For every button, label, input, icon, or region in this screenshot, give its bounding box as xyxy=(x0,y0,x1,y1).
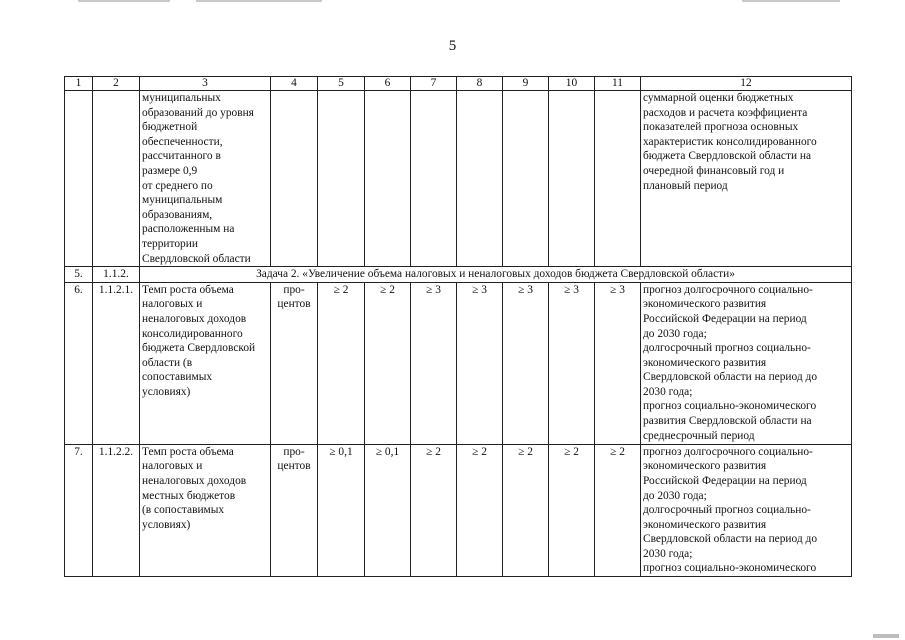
unit-cell: про- центов xyxy=(271,282,318,444)
value-cell xyxy=(318,91,365,267)
value-cell: ≥ 0,1 xyxy=(318,444,365,576)
source-cell: суммарной оценки бюджетных расходов и расчета коэффициента показателей прогноза основных характеристик консолидированного бюджета Свердловской области на очередной финансовый год и плановый период xyxy=(641,91,852,267)
value-cell: ≥ 0,1 xyxy=(365,444,411,576)
column-number-cell: 1 xyxy=(65,77,93,91)
value-cell xyxy=(595,91,641,267)
source-cell: прогноз долгосрочного социально- экономического развития Российской Федерации на период до 2030 года; долгосрочный прогноз социально- экономического развития Свердловской области на период до 2030 года; прогноз социально-экономического развития Свердловской области на среднесрочный период xyxy=(641,282,852,444)
indicator-row xyxy=(65,444,852,576)
value-cell xyxy=(365,91,411,267)
column-number-cell: 2 xyxy=(93,77,140,91)
unit-cell xyxy=(271,91,318,267)
value-cell: ≥ 2 xyxy=(365,282,411,444)
value-cell: ≥ 3 xyxy=(503,282,549,444)
indicator-name-cell: Темп роста объема налоговых и неналоговых доходов местных бюджетов (в сопоставимых условиях) xyxy=(140,444,271,576)
continuation-row xyxy=(65,91,852,267)
row-code-cell: 1.1.2. xyxy=(93,267,140,283)
value-cell xyxy=(549,91,595,267)
scan-corner-mark xyxy=(873,634,899,638)
value-cell: ≥ 3 xyxy=(595,282,641,444)
row-code-cell: 1.1.2.2. xyxy=(93,444,140,576)
source-cell: прогноз долгосрочного социально- экономического развития Российской Федерации на период до 2030 года; долгосрочный прогноз социально- экономического развития Свердловской области на период до 2030 года; прогноз социально-экономического xyxy=(641,444,852,576)
scan-edge-line-left xyxy=(78,0,170,2)
column-number-cell: 9 xyxy=(503,77,549,91)
value-cell xyxy=(503,91,549,267)
task-title-cell: Задача 2. «Увеличение объема налоговых и неналоговых доходов бюджета Свердловской области» xyxy=(140,267,852,283)
indicator-table xyxy=(64,76,852,577)
value-cell: ≥ 3 xyxy=(411,282,457,444)
value-cell xyxy=(457,91,503,267)
row-number-cell: 5. xyxy=(65,267,93,283)
row-number-cell xyxy=(65,91,93,267)
page-number: 5 xyxy=(448,38,457,54)
row-code-cell: 1.1.2.1. xyxy=(93,282,140,444)
column-number-cell: 8 xyxy=(457,77,503,91)
column-number-cell: 12 xyxy=(641,77,852,91)
column-number-cell: 5 xyxy=(318,77,365,91)
value-cell: ≥ 3 xyxy=(549,282,595,444)
value-cell: ≥ 2 xyxy=(549,444,595,576)
indicator-name-cell: Темп роста объема налоговых и неналоговых доходов консолидированного бюджета Свердловской области (в сопоставимых условиях) xyxy=(140,282,271,444)
value-cell xyxy=(411,91,457,267)
column-number-cell: 4 xyxy=(271,77,318,91)
row-number-cell: 6. xyxy=(65,282,93,444)
column-number-cell: 7 xyxy=(411,77,457,91)
value-cell: ≥ 3 xyxy=(457,282,503,444)
value-cell: ≥ 2 xyxy=(595,444,641,576)
value-cell: ≥ 2 xyxy=(457,444,503,576)
value-cell: ≥ 2 xyxy=(503,444,549,576)
column-number-row xyxy=(65,77,852,91)
column-number-cell: 6 xyxy=(365,77,411,91)
unit-cell: про- центов xyxy=(271,444,318,576)
row-number-cell: 7. xyxy=(65,444,93,576)
task-row xyxy=(65,267,852,283)
row-code-cell xyxy=(93,91,140,267)
column-number-cell: 11 xyxy=(595,77,641,91)
indicator-row xyxy=(65,282,852,444)
value-cell: ≥ 2 xyxy=(411,444,457,576)
column-number-cell: 10 xyxy=(549,77,595,91)
scan-edge-line-mid xyxy=(196,0,322,2)
column-number-cell: 3 xyxy=(140,77,271,91)
scan-edge-line-right xyxy=(742,0,840,2)
indicator-name-cell: муниципальных образований до уровня бюджетной обеспеченности, рассчитанного в размере 0,9 от среднего по муниципальным образованиям, расположенным на территории Свердловской области xyxy=(140,91,271,267)
value-cell: ≥ 2 xyxy=(318,282,365,444)
